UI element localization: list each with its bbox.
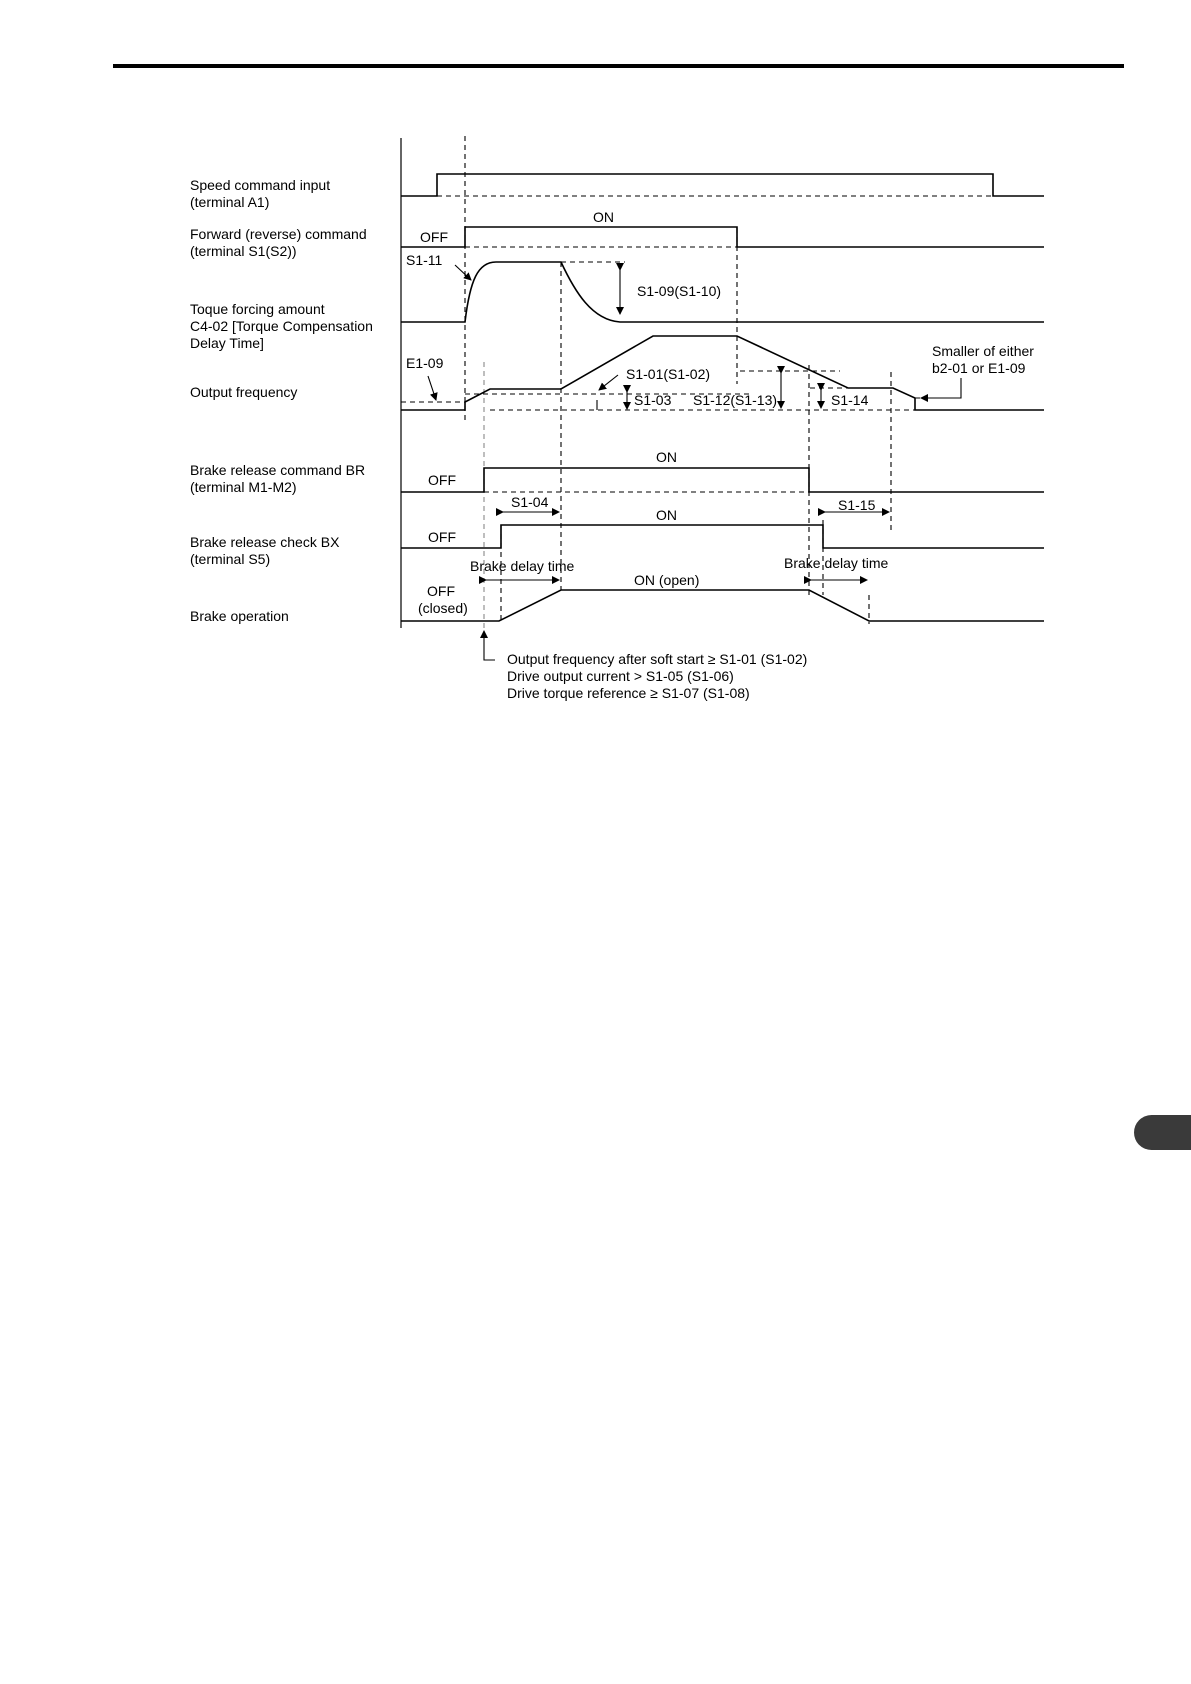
s1-12-label: S1-12(S1-13)	[693, 392, 778, 408]
signal-label-line: Speed command input	[190, 177, 331, 193]
condition-line: Drive torque reference ≥ S1-07 (S1-08)	[507, 685, 750, 701]
signal-label-line: Brake release command BR	[190, 462, 366, 478]
release-conditions-leader-arrow	[484, 631, 495, 660]
signal-label-brake-release-command	[190, 462, 365, 495]
b2-01-or-e1-09-label: b2-01 or E1-09	[932, 360, 1026, 376]
signal-label-line: (terminal S5)	[190, 551, 271, 567]
smaller-of-either-leader-arrow	[921, 378, 961, 398]
bx-off-label: OFF	[428, 529, 456, 545]
condition-line: Drive output current > S1-05 (S1-06)	[507, 668, 734, 684]
s1-11-leader-arrow	[455, 265, 471, 280]
brake-release-command-waveform	[401, 449, 1044, 513]
e1-09-label: E1-09	[406, 355, 444, 371]
brake-release-check-waveform	[401, 507, 1044, 574]
signal-label-torque-forcing	[190, 301, 373, 351]
signal-label-output-frequency	[190, 384, 297, 400]
brake-operation-waveform	[401, 572, 1044, 621]
brake-closed-label: (closed)	[418, 600, 468, 616]
signal-label-forward-command	[190, 226, 367, 259]
s1-01-label: S1-01(S1-02)	[626, 366, 711, 382]
brake-delay-time-left-label: Brake delay time	[470, 558, 575, 574]
signal-label-line: (terminal S1(S2))	[190, 243, 297, 259]
forward-off-label: OFF	[420, 229, 448, 245]
forward-on-label: ON	[593, 209, 614, 225]
s1-03-label: S1-03	[634, 392, 672, 408]
signal-label-line: Output frequency	[190, 384, 298, 400]
signal-label-line: Toque forcing amount	[190, 301, 325, 317]
s1-04-label: S1-04	[511, 494, 549, 510]
e1-09-leader-arrow	[428, 376, 436, 400]
s1-15-label: S1-15	[838, 497, 876, 513]
signal-label-speed-command	[190, 177, 330, 210]
brake-delay-time-right-label: Brake delay time	[784, 555, 889, 571]
smaller-of-either-label: Smaller of either	[932, 343, 1034, 359]
s1-14-label: S1-14	[831, 392, 869, 408]
br-on-label: ON	[656, 449, 677, 465]
brake-on-open-label: ON (open)	[634, 572, 700, 588]
brake-off-label: OFF	[427, 583, 455, 599]
signal-label-line: (terminal M1-M2)	[190, 479, 297, 495]
signal-label-line: Brake operation	[190, 608, 289, 624]
output-frequency-waveform	[401, 336, 1044, 410]
s1-11-label: S1-11	[406, 252, 443, 268]
bx-on-label: ON	[656, 507, 677, 523]
speed-command-waveform	[401, 174, 1044, 196]
signal-label-brake-operation	[190, 608, 289, 624]
br-off-label: OFF	[428, 472, 456, 488]
signal-label-line: C4-02 [Torque Compensation	[190, 318, 373, 334]
condition-line: Output frequency after soft start ≥ S1-01 (S1-02)	[507, 651, 808, 667]
torque-forcing-waveform	[401, 252, 1044, 322]
release-conditions-note	[484, 631, 807, 701]
signal-label-line: Delay Time]	[190, 335, 264, 351]
s1-09-label: S1-09(S1-10)	[637, 283, 722, 299]
forward-command-waveform	[401, 209, 1044, 247]
signal-label-line: Brake release check BX	[190, 534, 340, 550]
signal-label-line: Forward (reverse) command	[190, 226, 367, 242]
signal-label-line: (terminal A1)	[190, 194, 270, 210]
signal-label-brake-release-check	[190, 534, 340, 567]
s1-01-leader-arrow	[599, 375, 618, 390]
